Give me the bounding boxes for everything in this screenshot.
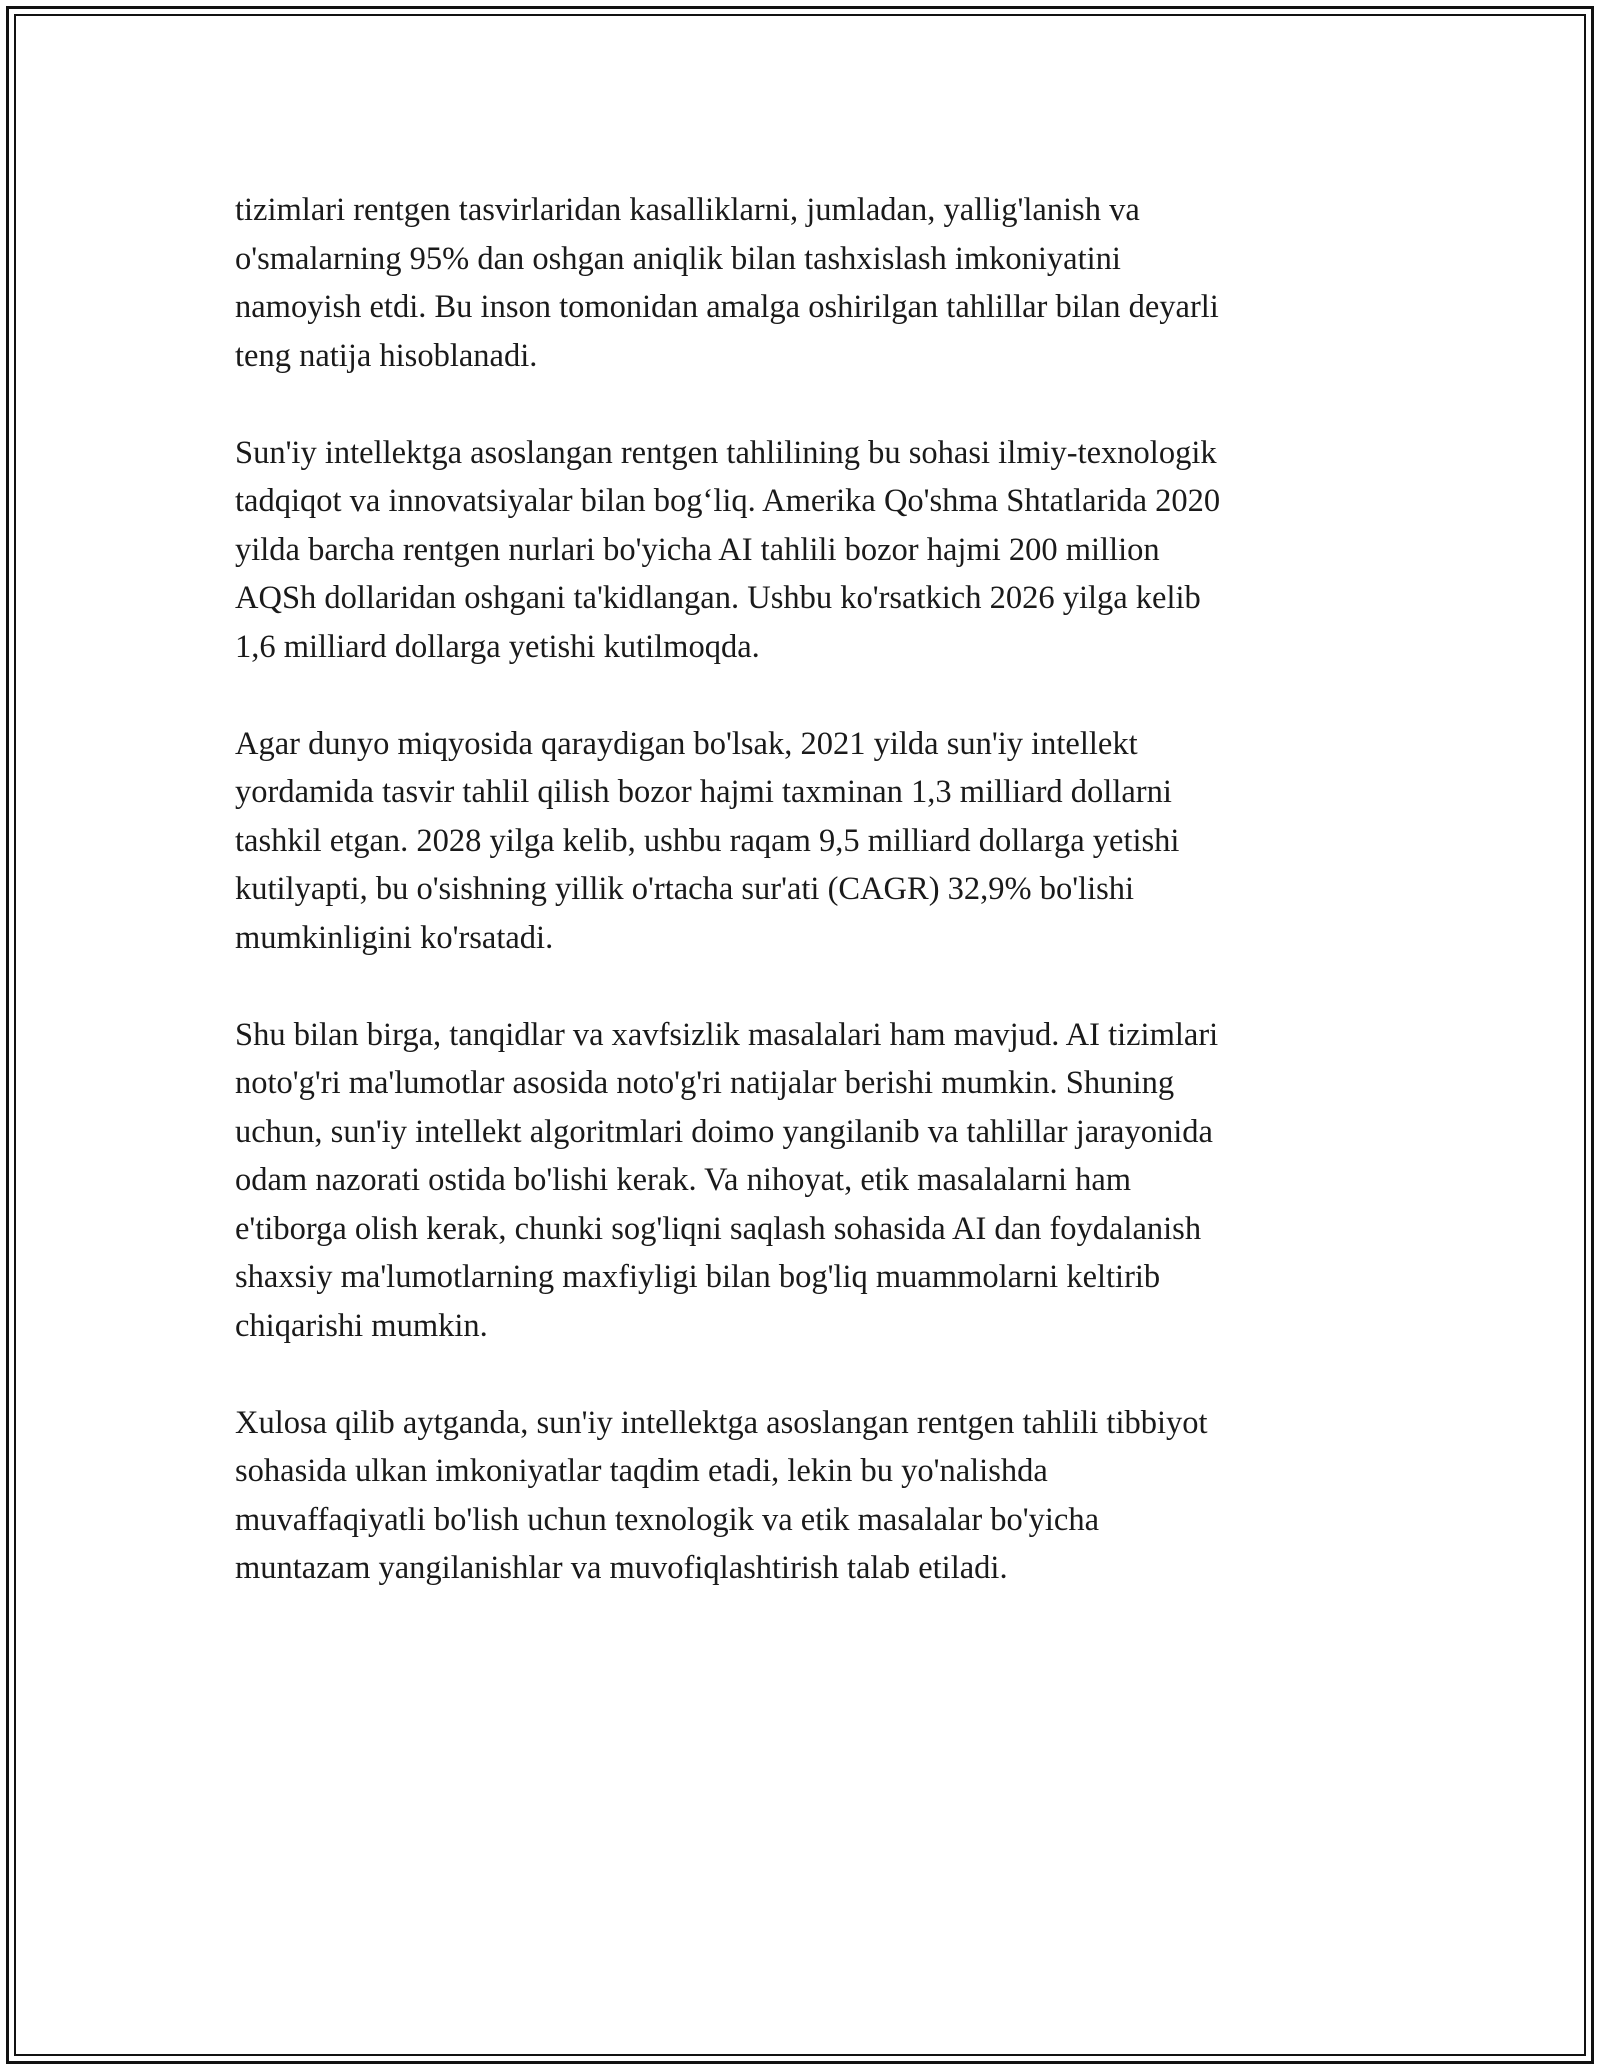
paragraph-2: Sun'iy intellektga asoslangan rentgen tahlilining bu sohasi ilmiy-texnologik tadqiqot va innovatsiyalar bilan bog‘liq. Amerika Qo'shma Shtatlarida 2020 yilda barcha rentgen nurlari bo'yicha AI tahlili bozor hajmi 200 million AQSh dollaridan oshgani ta'kidlangan. Ushbu ko'rsatkich 2026 yilga kelib 1,6 milliard dollarga yetishi kutilmoqda. — [235, 434, 1221, 665]
paragraph-4: Shu bilan birga, tanqidlar va xavfsizlik masalalari ham mavjud. AI tizimlari noto'g'ri ma'lumotlar asosida noto'g'ri natijalar berishi mumkin. Shuning uchun, sun'iy intellekt algoritmlari doimo yangilanib va tahlillar jarayonida odam nazorati ostida bo'lishi kerak. Va nihoyat, etik masalalarni ham e'tiborga olish kerak, chunki sog'liqni saqlash sohasida AI dan foydalanish shaxsiy ma'lumotlarning maxfiyligi bilan bog'liq muammolarni keltirib chiqarishi mumkin. — [235, 1016, 1219, 1344]
document-body — [235, 186, 1395, 1641]
paragraph-1: tizimlari rentgen tasvirlaridan kasalliklarni, jumladan, yallig'lanish va o'smalarning 95% dan oshgan aniqlik bilan tashxislash imkoniyatini namoyish etdi. Bu inson tomonidan amalga oshirilgan tahlillar bilan deyarli teng natija hisoblanadi. — [235, 192, 1219, 374]
paragraph-5: Xulosa qilib aytganda, sun'iy intellektga asoslangan rentgen tahlili tibbiyot sohasida ulkan imkoniyatlar taqdim etadi, lekin bu yo'nalishda muvaffaqiyatli bo'lish uchun texnologik va etik masalalar bo'yicha muntazam yangilanishlar va muvofiqlashtirish talab etiladi. — [235, 1404, 1208, 1586]
paragraph-3: Agar dunyo miqyosida qaraydigan bo'lsak, 2021 yilda sun'iy intellekt yordamida tasvir tahlil qilish bozor hajmi taxminan 1,3 milliard dollarni tashkil etgan. 2028 yilga kelib, ushbu raqam 9,5 milliard dollarga yetishi kutilyapti, bu o'sishning yillik o'rtacha sur'ati (CAGR) 32,9% bo'lishi mumkinligini ko'rsatadi. — [235, 725, 1180, 956]
